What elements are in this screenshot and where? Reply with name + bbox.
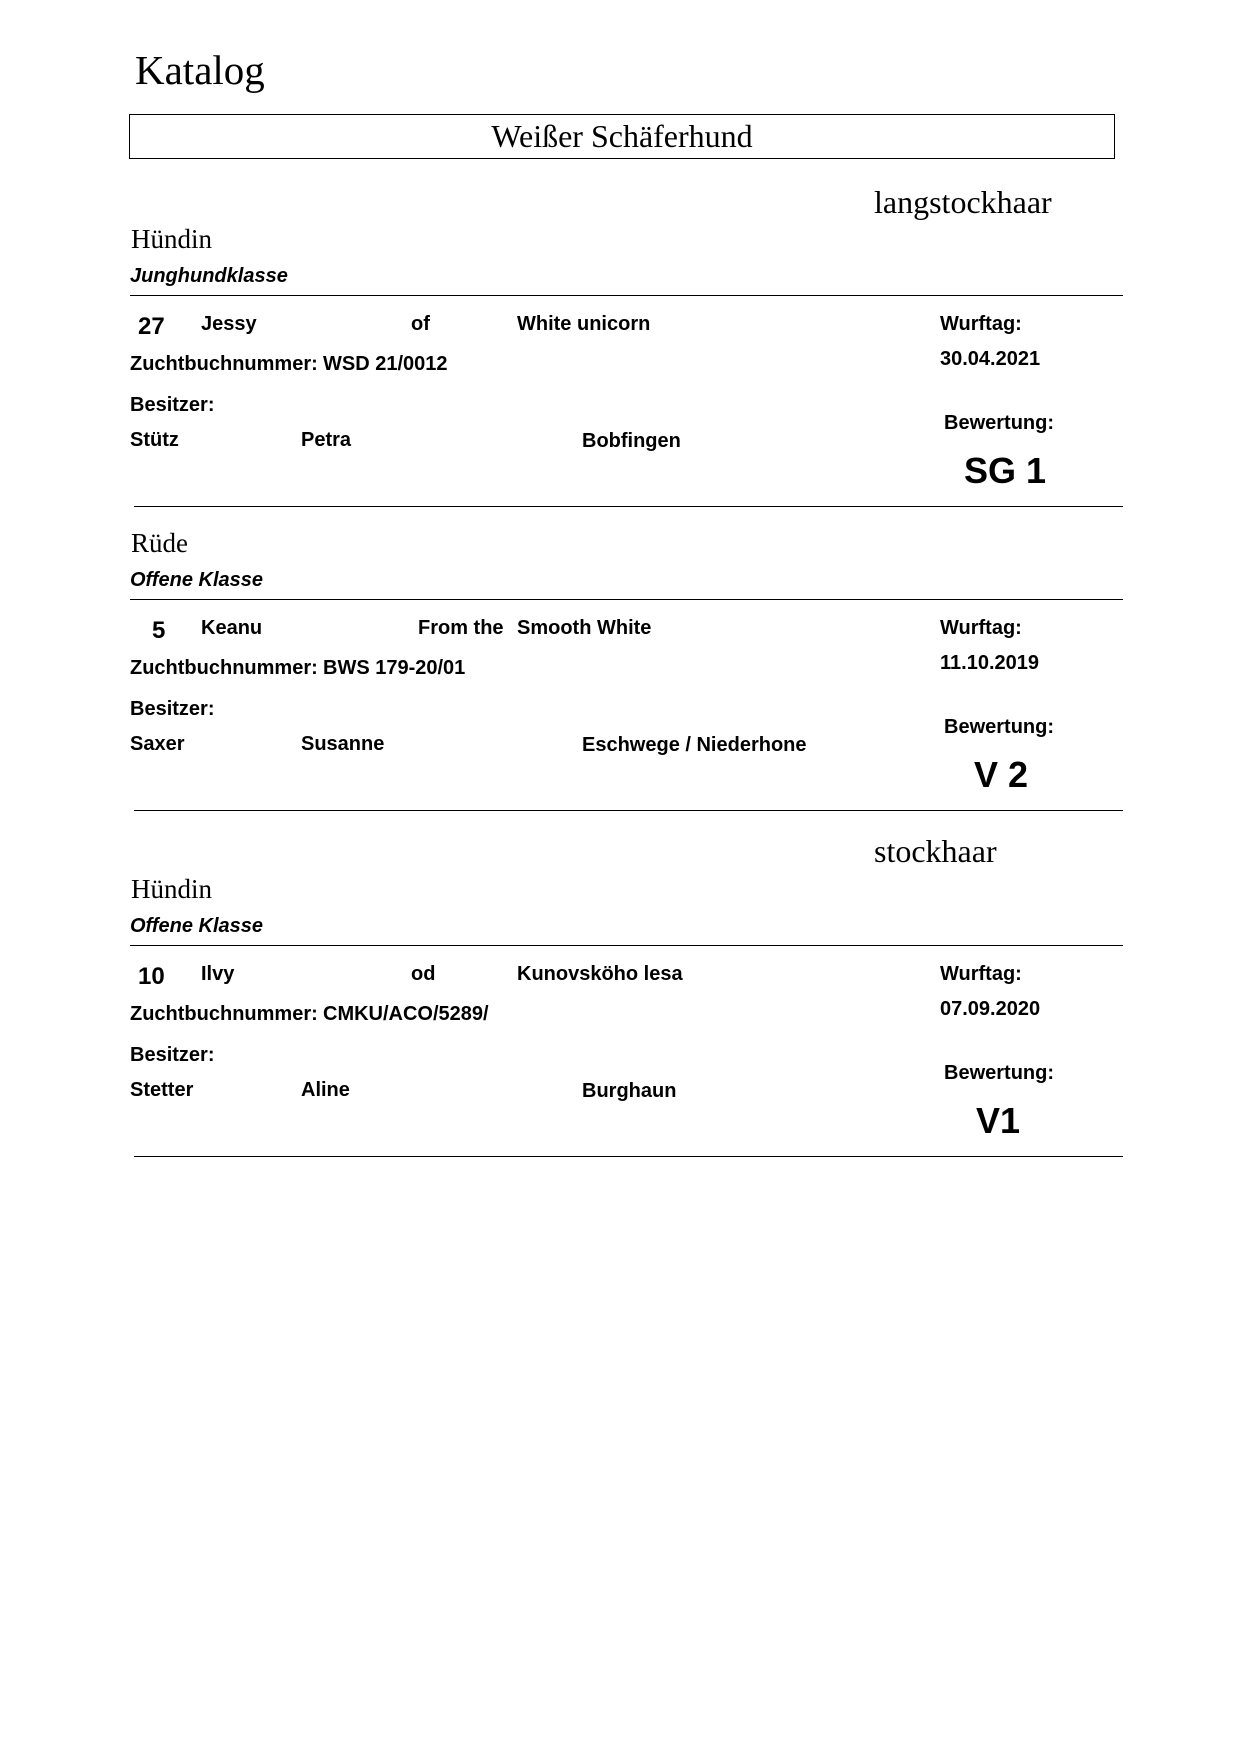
owner-label: Besitzer:: [130, 1044, 215, 1066]
wurftag-date: 30.04.2021: [940, 348, 1041, 370]
rating-label: Bewertung:: [944, 716, 1054, 738]
section-divider: [130, 295, 1123, 296]
owner-city: Eschwege / Niederhone: [582, 734, 807, 756]
owner-first-name: Aline: [301, 1079, 350, 1101]
entry-divider: [134, 810, 1123, 811]
owner-city: Bobfingen: [582, 430, 681, 452]
zuchtbuch-number: CMKU/ACO/5289/: [323, 1003, 489, 1025]
breed-title: Weißer Schäferhund: [491, 118, 753, 154]
rating-value: V 2: [974, 754, 1029, 795]
sex-heading: Hündin: [131, 224, 212, 254]
catalog-number: 5: [152, 617, 166, 644]
owner-last-name: Stütz: [130, 429, 179, 451]
kennel-connector: From the: [418, 617, 504, 639]
wurftag-date: 07.09.2020: [940, 998, 1041, 1020]
zuchtbuch-number: BWS 179-20/01: [323, 657, 466, 679]
rating-value: V1: [976, 1100, 1021, 1141]
wurftag-label: Wurftag:: [940, 617, 1022, 639]
section-divider: [130, 599, 1123, 600]
section-divider: [130, 945, 1123, 946]
kennel-connector: of: [411, 313, 430, 335]
sex-heading: Hündin: [131, 874, 212, 904]
kennel-connector: od: [411, 963, 436, 985]
class-heading: Offene Klasse: [130, 915, 264, 937]
wurftag-label: Wurftag:: [940, 313, 1022, 335]
class-heading: Junghundklasse: [130, 265, 288, 287]
owner-city: Burghaun: [582, 1080, 677, 1102]
owner-last-name: Saxer: [130, 733, 185, 755]
page-title: Katalog: [135, 47, 265, 93]
dog-name: Jessy: [201, 313, 257, 335]
kennel-name: Smooth White: [517, 617, 652, 639]
owner-label: Besitzer:: [130, 394, 215, 416]
kennel-name: Kunovsköho lesa: [517, 963, 683, 985]
zuchtbuch-label: Zuchtbuchnummer:: [130, 353, 318, 375]
coat-type-heading: langstockhaar: [874, 184, 1052, 220]
wurftag-label: Wurftag:: [940, 963, 1022, 985]
owner-first-name: Petra: [301, 429, 352, 451]
breed-title-box: [129, 114, 1115, 159]
entry-divider: [134, 1156, 1123, 1157]
entry-divider: [134, 506, 1123, 507]
rating-value: SG 1: [964, 450, 1047, 491]
dog-name: Ilvy: [201, 963, 235, 985]
rating-label: Bewertung:: [944, 1062, 1054, 1084]
owner-last-name: Stetter: [130, 1079, 194, 1101]
zuchtbuch-label: Zuchtbuchnummer:: [130, 1003, 318, 1025]
dog-name: Keanu: [201, 617, 263, 639]
coat-type-heading: stockhaar: [874, 833, 997, 869]
sex-heading: Rüde: [131, 528, 188, 558]
wurftag-date: 11.10.2019: [940, 652, 1039, 674]
zuchtbuch-number: WSD 21/0012: [323, 353, 448, 375]
rating-label: Bewertung:: [944, 412, 1054, 434]
owner-label: Besitzer:: [130, 698, 215, 720]
catalog-number: 27: [138, 313, 165, 340]
class-heading: Offene Klasse: [130, 569, 264, 591]
zuchtbuch-label: Zuchtbuchnummer:: [130, 657, 318, 679]
catalog-number: 10: [138, 963, 165, 990]
kennel-name: White unicorn: [517, 313, 651, 335]
owner-first-name: Susanne: [301, 733, 385, 755]
